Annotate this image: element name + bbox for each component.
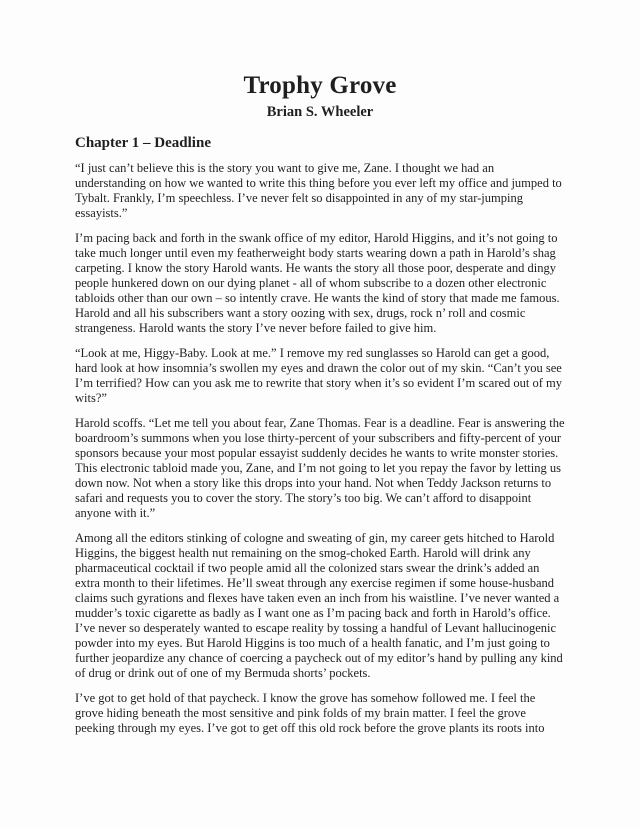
- book-author: Brian S. Wheeler: [266, 104, 374, 120]
- chapter-heading: Chapter 1 – Deadline: [75, 135, 211, 151]
- paragraph-2: I’m pacing back and forth in the swank office of my editor, Harold Higgins, and it’s not going to take much longer until even my featherweight body starts wearing down a path in Harold’s shag carpeting. I know the story Harold wants. He wants the story all those poor, desperate and dingy people hunkered down on our dying planet - all of whom subscribe to a dozen other electronic tabloids other than our own – so intently crave. He wants the kind of story that made me famous. Harold and all his subscribers want a story oozing with sex, drugs, rock n’ roll and cosmic strangeness. Harold wants the story I’ve never before failed to give him.: [75, 231, 560, 335]
- paragraph-3: “Look at me, Higgy-Baby. Look at me.” I remove my red sunglasses so Harold can get a good, hard look at how insomnia’s swollen my eyes and drawn the color out of my skin. “Can’t you see I’m terrified? How can you ask me to rewrite that story when it’s so evident I’m scared out of my wits?”: [75, 346, 563, 405]
- title-block: [75, 70, 565, 122]
- paragraph-6: I’ve got to get hold of that paycheck. I know the grove has somehow followed me. I feel the grove hiding beneath the most sensitive and pink folds of my brain matter. I feel the grove peeking through my eyes. I’ve got to get off this old rock before the grove plants its roots into: [75, 691, 545, 735]
- paragraph-5: Among all the editors stinking of cologne and sweating of gin, my career gets hitched to Harold Higgins, the biggest health nut remaining on the smog-choked Earth. Harold will drink any pharmaceutical cocktail if two people amid all the colonized stars swear the drink’s added an extra month to their lifetimes. He’ll sweat through any exercise regimen if some house-husband claims such gyrations and flexes have taken even an inch from his waistline. I’ve never wanted a mudder’s toxic cigarette as badly as I want one as I’m pacing back and forth in Harold’s office. I’ve never so desperately wanted to escape reality by tossing a handful of Levant hallucinogenic powder into my eyes. But Harold Higgins is too much of a health fanatic, and I’m just going to further jeopardize any chance of coercing a paycheck out of my editor’s hand by pulling any kind of drug or drink out of one of my Bermuda shorts’ pockets.: [75, 531, 563, 680]
- book-title: Trophy Grove: [243, 72, 397, 99]
- paragraph-4: Harold scoffs. “Let me tell you about fear, Zane Thomas. Fear is a deadline. Fear is answering the boardroom’s summons when you lose thirty-percent of your subscribers and fifty-percent of your sponsors because your most popular essayist suddenly decides he wants to write monster stories. This electronic tabloid made you, Zane, and I’m not going to let you repay the favor by letting us down now. Not when a story like this drops into your hand. Not when Teddy Jackson returns to safari and requests you to cover the story. The story’s too big. We can’t afford to disappoint anyone with it.”: [75, 416, 565, 520]
- paragraph-1: “I just can’t believe this is the story you want to give me, Zane. I thought we had an understanding on how we wanted to write this thing before you ever left my office and jumped to Tybalt. Frankly, I’m speechless. I’ve never felt so disappointed in any of my star-jumping essayists.”: [75, 161, 562, 220]
